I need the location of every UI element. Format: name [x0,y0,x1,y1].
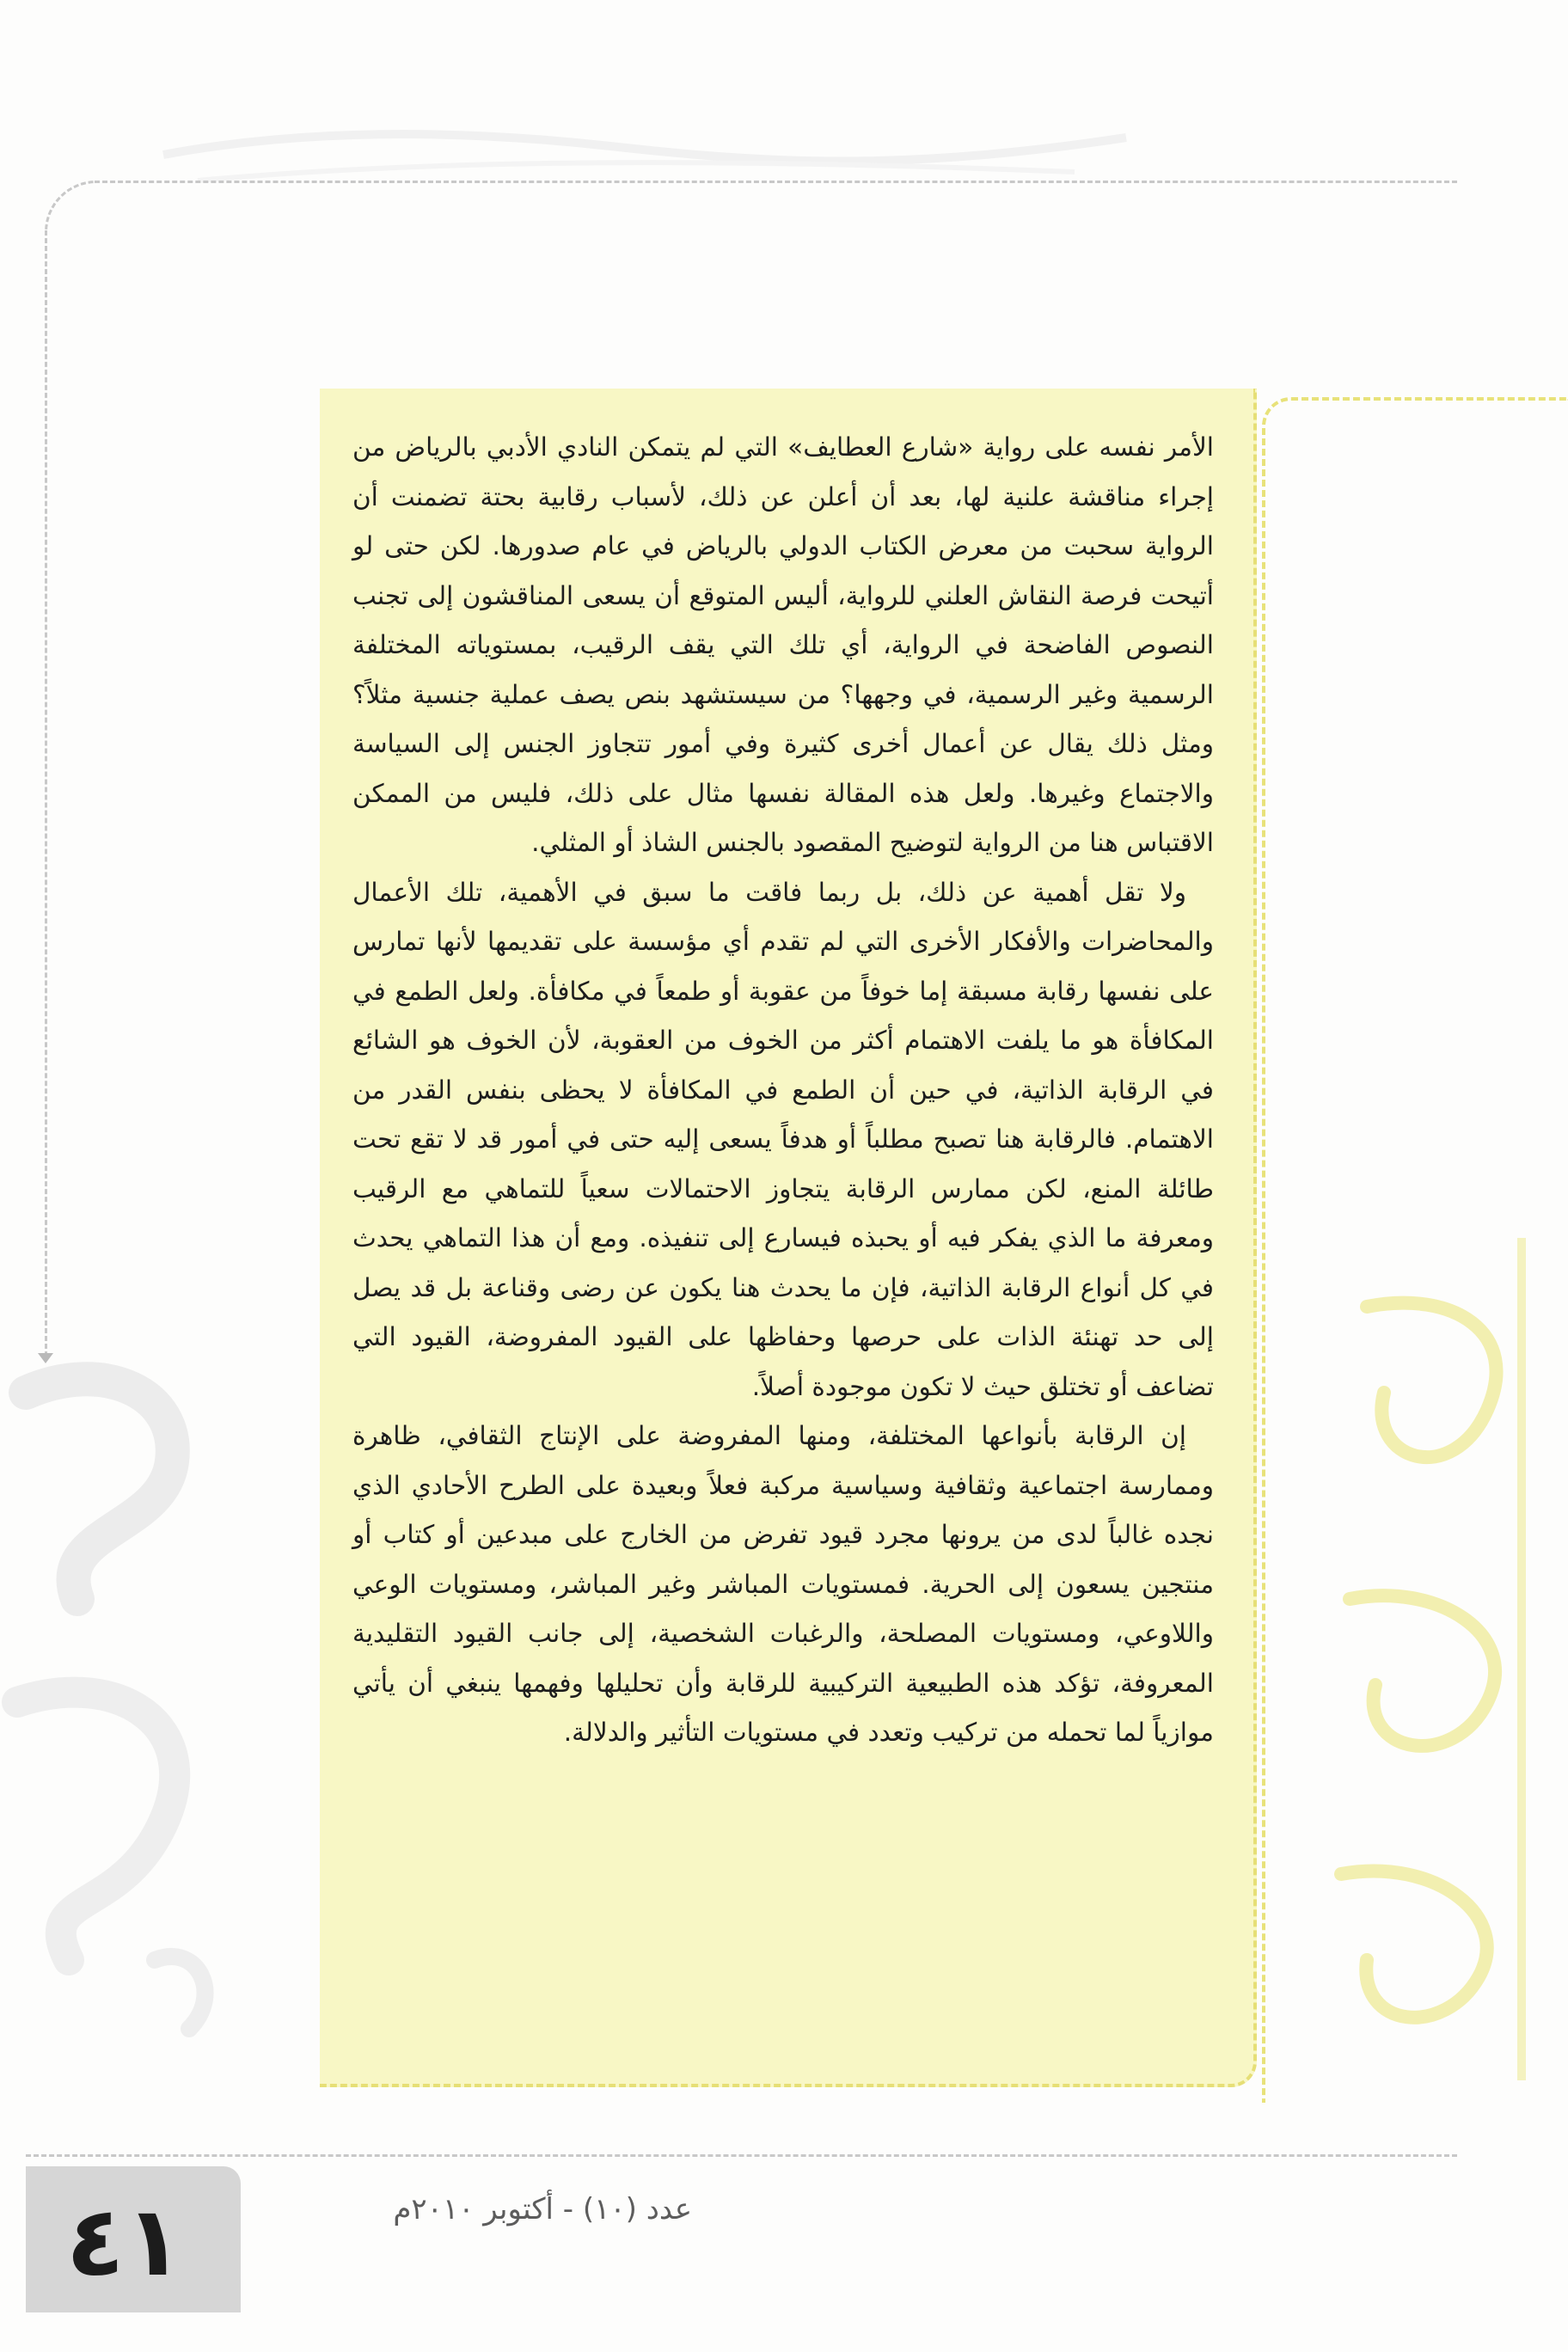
article-paragraph-2: ولا تقل أهمية عن ذلك، بل ربما فاقت ما سبق في الأهمية، تلك الأعمال والمحاضرات والأفكار الأخرى التي لم تقدم أي مؤسسة على تقديمها لأنها تمارس على نفسها رقابة مسبقة إما خوفاً من عقوبة أو طمعاً في مكافأة. ولعل الطمع في المكافأة هو ما يلفت الاهتمام أكثر من الخوف من العقوبة، لأن الخوف هو الشائع في الرقابة الذاتية، في حين أن الطمع في المكافأة لا يحظى بنفس القدر من الاهتمام. فالرقابة هنا تصبح مطلباً أو هدفاً يسعى إليه حتى في أمور قد لا تقع تحت طائلة المنع، لكن ممارس الرقابة يتجاوز الاحتمالات سعياً للتماهي مع الرقيب ومعرفة ما الذي يفكر فيه أو يحبذه فيسارع إلى تنفيذه. ومع أن هذا التماهي يحدث في كل أنواع الرقابة الذاتية، فإن ما يحدث هنا يكون عن رضى وقناعة بل قد يصل إلى حد تهنئة الذات على حرصها وحفاظها على القيود المفروضة، القيود التي تضاعف أو تختلق حيث لا تكون موجودة أصلاً. [352,877,1214,1401]
article-paragraph-3: إن الرقابة بأنواعها المختلفة، ومنها المفروضة على الإنتاج الثقافي، ظاهرة وممارسة اجتماعية وثقافية وسياسية مركبة فعلاً وبعيدة على الطرح الأحادي الذي نجده غالباً لدى من يرونها مجرد قيود تفرض من الخارج على مبدعين أو كتاب أو منتجين يسعون إلى الحرية. فمستويات المباشر وغير المباشر، ومستويات الوعي واللاوعي، ومستويات المصلحة، والرغبات الشخصية، إلى جانب القيود التقليدية المعروفة، تؤكد هذه الطبيعية التركيبية للرقابة وأن تحليلها وفهمها ينبغي أن يأتي موازياً لما تحمله من تركيب وتعدد في مستويات التأثير والدلالة. [352,1421,1214,1747]
article-paragraph-1: الأمر نفسه على رواية «شارع العطايف» التي لم يتمكن النادي الأدبي بالرياض من إجراء مناقشة علنية لها، بعد أن أعلن عن ذلك، لأسباب رقابية بحتة تضمنت أن الرواية سحبت من معرض الكتاب الدولي بالرياض في عام صدورها. لكن حتى لو أتيحت فرصة النقاش العلني للرواية، أليس المتوقع أن يسعى المناقشون إلى تجنب النصوص الفاضحة في الرواية، أي تلك التي يقف الرقيب، بمستوياته المختلفة الرسمية وغير الرسمية، في وجهها؟ من سيستشهد بنص يصف عملية جنسية مثلاً؟ ومثل ذلك يقال عن أعمال أخرى كثيرة وفي أمور تتجاوز الجنس إلى السياسة والاجتماع وغيرها. ولعل هذه المقالة نفسها مثال على ذلك، فليس من الممكن الاقتباس هنا من الرواية لتوضيح المقصود بالجنس الشاذ أو المثلي. [352,432,1214,857]
issue-info: عدد (١٠) - أكتوبر ٢٠١٠م [393,2192,692,2226]
article-body [352,423,1214,1758]
page-number: ٤١ [65,2186,184,2298]
frame-left-border [45,230,47,1357]
frame-top-border [95,181,1457,183]
article-text-box [320,389,1257,2087]
side-panel-frame [1262,397,1568,2103]
footer-divider [26,2154,1457,2157]
calligraphy-decoration-left [0,1341,309,2115]
frame-corner [45,181,99,235]
